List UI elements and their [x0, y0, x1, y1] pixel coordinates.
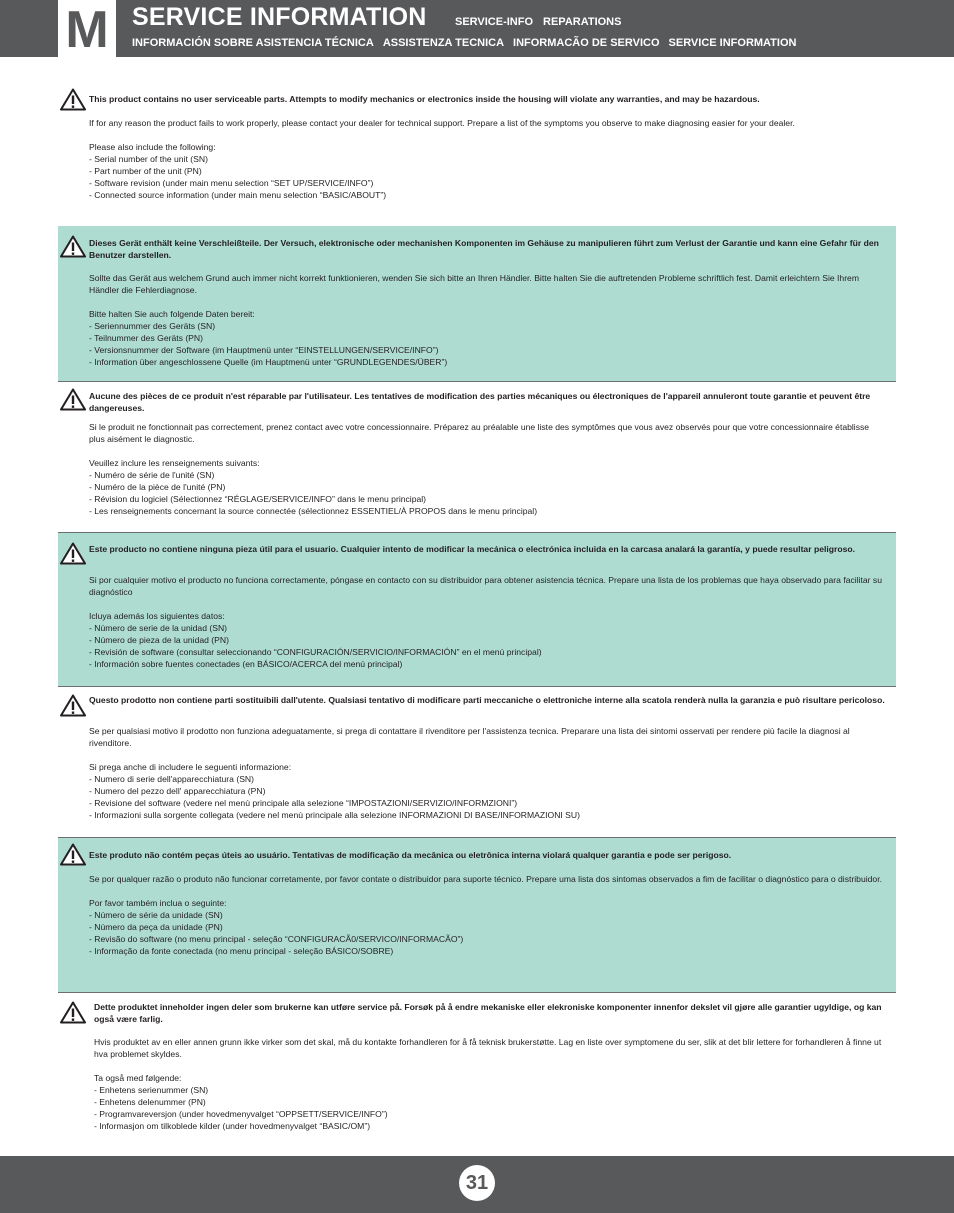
- warning-icon: [60, 388, 86, 411]
- list-item: - Revisione del software (vedere nel menù principale alla selezione “IMPOSTAZIONI/SERVIZIO/INFORMZIONI”): [89, 798, 518, 808]
- list-item: - Numero di serie dell'apparecchiatura (SN): [89, 774, 254, 784]
- section-norwegian: [58, 993, 896, 1143]
- subtitle-item: ASSISTENZA TECNICA: [382, 37, 505, 49]
- warning-icon: [60, 88, 86, 111]
- warning-icon: [60, 542, 86, 565]
- list-item: - Número de pieza de la unidad (PN): [89, 635, 229, 645]
- section-body: [89, 421, 886, 517]
- subtitle-row-1: [455, 16, 631, 28]
- section-body: [94, 1036, 886, 1132]
- list-item: - Numéro de la pièce de l'unité (PN): [89, 482, 226, 492]
- subtitle-item: SERVICE INFORMATION: [668, 37, 797, 49]
- page-title: SERVICE INFORMATION: [132, 3, 427, 31]
- list-item: - Revisión de software (consultar seleccionando “CONFIGURACIÓN/SERVICIO/INFORMACIÓN” en el menú principal): [89, 647, 542, 657]
- section-body: [89, 272, 886, 368]
- list-item: - Número de serie de la unidad (SN): [89, 623, 228, 633]
- instruction-paragraph: Se por qualquer razão o produto não funcionar corretamente, por favor contate o distribuidor para suporte técnico. Prepare uma lista dos sintomas observados a fim de facilitar o diagnóstico para o distribuidor.: [89, 874, 882, 884]
- list-intro: Please also include the following:: [89, 142, 216, 152]
- list-item: - Informação da fonte conectada (no menu principal - seleção BÁSICO/SOBRE): [89, 946, 394, 956]
- list-item: - Part number of the unit (PN): [89, 166, 202, 176]
- list-item: - Informasjon om tilkoblede kilder (under hovedmenyvalget “BASIC/OM”): [94, 1121, 371, 1131]
- list-intro: Veuillez inclure les renseignements suivants:: [89, 458, 260, 468]
- section-body: [89, 574, 886, 670]
- section-spanish: [58, 533, 896, 687]
- instruction-paragraph: Si le produit ne fonctionnait pas correctement, prenez contact avec votre concessionnaire. Préparez au préalable une liste des symptômes que vous avez observés pour que votre concessionnaire établisse plus aisément le diagnostic.: [89, 422, 870, 444]
- list-item: - Número de série da unidade (SN): [89, 910, 223, 920]
- section-body: [89, 117, 886, 201]
- subtitle-item: INFORMACIÓN SOBRE ASISTENCIA TÉCNICA: [132, 37, 374, 49]
- warning-text: Dieses Gerät enthält keine Verschleißteile. Der Versuch, elektronische oder mechanishen Komponenten im Gehäuse zu manipulieren führt zum Verlust der Garantie und kann eine Gefahr für den Benutzer darstellen.: [89, 238, 879, 260]
- list-item: - Versionsnummer der Software (im Hauptmenü unter “EINSTELLUNGEN/SERVICE/INFO”): [89, 345, 439, 355]
- instruction-paragraph: Si por cualquier motivo el producto no funciona correctamente, póngase en contacto con su distribuidor para obtener asistencia técnica. Prepare una lista de los problemas que haya observado para facilitar su diagnóstico: [89, 575, 882, 597]
- list-item: - Information über angeschlossene Quelle (im Hauptmenü unter “GRUNDLEGENDES/ÜBER”): [89, 357, 448, 367]
- subtitle-item: REPARATIONS: [543, 16, 622, 28]
- subtitle-row-2: [132, 37, 805, 49]
- list-item: - Informazioni sulla sorgente collegata (vedere nel menù principale alla selezione INFORMAZIONI DI BASE/INFORMAZIONI SU): [89, 810, 580, 820]
- list-item: - Información sobre fuentes conectades (en BÁSICO/ACERCA del menú principal): [89, 659, 403, 669]
- list-item: - Enhetens serienummer (SN): [94, 1085, 209, 1095]
- list-item: - Número da peça da unidade (PN): [89, 922, 223, 932]
- list-item: - Revisão do software (no menu principal - seleção “CONFIGURACÃ0/SERVICO/INFORMACÃO”): [89, 934, 464, 944]
- section-italian: [58, 687, 896, 838]
- list-intro: Ta også med følgende:: [94, 1073, 182, 1083]
- list-item: - Seriennummer des Geräts (SN): [89, 321, 216, 331]
- section-portuguese: [58, 838, 896, 993]
- section-english: [58, 84, 896, 226]
- list-item: - Enhetens delenummer (PN): [94, 1097, 206, 1107]
- warning-text: This product contains no user serviceable parts. Attempts to modify mechanics or electronics inside the housing will violate any warranties, and may be hazardous.: [89, 94, 760, 104]
- list-item: - Numero del pezzo dell' apparecchiatura (PN): [89, 786, 266, 796]
- page-header: [0, 0, 954, 57]
- page-footer: [0, 1156, 954, 1213]
- list-item: - Numéro de série de l'unité (SN): [89, 470, 215, 480]
- page-number: 31: [459, 1165, 495, 1201]
- warning-text: Questo prodotto non contiene parti sostituibili dall'utente. Qualsiasi tentativo di modificare parti meccaniche o elettroniche interne alla scatola renderà nulla la garanzia e può risultare pericoloso.: [89, 695, 885, 705]
- list-item: - Programvareversjon (under hovedmenyvalget “OPPSETT/SERVICE/INFO”): [94, 1109, 388, 1119]
- list-intro: Si prega anche di includere le seguenti informazione:: [89, 762, 292, 772]
- section-body: [89, 725, 886, 821]
- list-item: - Serial number of the unit (SN): [89, 154, 208, 164]
- section-letter: M: [65, 0, 109, 59]
- warning-icon: [60, 1001, 86, 1024]
- instruction-paragraph: Sollte das Gerät aus welchem Grund auch immer nicht korrekt funktionieren, wenden Sie sich bitte an Ihren Händler. Bitte halten Sie die auftretenden Probleme schriftlich fest. Damit erleichtern Sie Ihrem Händler die Fehlerdiagnose.: [89, 273, 860, 295]
- list-item: - Software revision (under main menu selection “SET UP/SERVICE/INFO”): [89, 178, 374, 188]
- warning-text: Dette produktet inneholder ingen deler som brukerne kan utføre service på. Forsøk på å endre mekaniske eller elekroniske komponenter innenfor dekslet vil gjøre alle garantier ugyldige, og kan også være farlig.: [94, 1002, 882, 1024]
- warning-text: Aucune des pièces de ce produit n'est réparable par l'utilisateur. Les tentatives de modification des parties mécaniques ou électroniques de l'appareil annuleront toute garantie et peuvent être dangereuses.: [89, 391, 871, 413]
- warning-text: Este produto não contém peças úteis ao usuário. Tentativas de modificação da mecânica ou eletrônica interna violará qualquer garantia e pode ser perigoso.: [89, 850, 732, 860]
- warning-icon: [60, 235, 86, 258]
- list-intro: Por favor também inclua o seguinte:: [89, 898, 227, 908]
- subtitle-item: INFORMACÃO DE SERVICO: [513, 37, 660, 49]
- list-item: - Teilnummer des Geräts (PN): [89, 333, 203, 343]
- subtitle-item: SERVICE-INFO: [455, 16, 534, 28]
- section-body: [89, 873, 886, 957]
- warning-icon: [60, 843, 86, 866]
- instruction-paragraph: Se per qualsiasi motivo il prodotto non funziona adeguatamente, si prega di contattare il rivenditore per l'assistenza tecnica. Preparare una lista dei sintomi osservati per rendere più facile la diagnosi al rivenditore.: [89, 726, 850, 748]
- instruction-paragraph: If for any reason the product fails to work properly, please contact your dealer for technical support. Prepare a list of the symptoms you observe to make diagnosing easier for your dealer.: [89, 118, 795, 128]
- section-french: [58, 382, 896, 533]
- list-item: - Les renseignements concernant la source connectée (sélectionnez ESSENTIEL/À PROPOS dans le menu principal): [89, 506, 538, 516]
- list-item: - Connected source information (under main menu selection “BASIC/ABOUT”): [89, 190, 387, 200]
- instruction-paragraph: Hvis produktet av en eller annen grunn ikke virker som det skal, må du kontakte forhandleren for å få teknisk brukerstøtte. Lag en liste over symptomene du ser, slik at det blir lettere for forhandleren å finne ut hva problemet skyldes.: [94, 1037, 882, 1059]
- warning-text: Este producto no contiene ninguna pieza útil para el usuario. Cualquier intento de modificar la mecánica o electrónica incluida en la carcasa analará la garantía, y puede resultar peligroso.: [89, 544, 856, 554]
- section-german: [58, 226, 896, 382]
- section-letter-badge: [58, 0, 116, 57]
- list-item: - Révision du logiciel (Sélectionnez “RÉGLAGE/SERVICE/INFO” dans le menu principal): [89, 494, 427, 504]
- list-intro: Icluya además los siguientes datos:: [89, 611, 225, 621]
- list-intro: Bitte halten Sie auch folgende Daten bereit:: [89, 309, 255, 319]
- warning-icon: [60, 694, 86, 717]
